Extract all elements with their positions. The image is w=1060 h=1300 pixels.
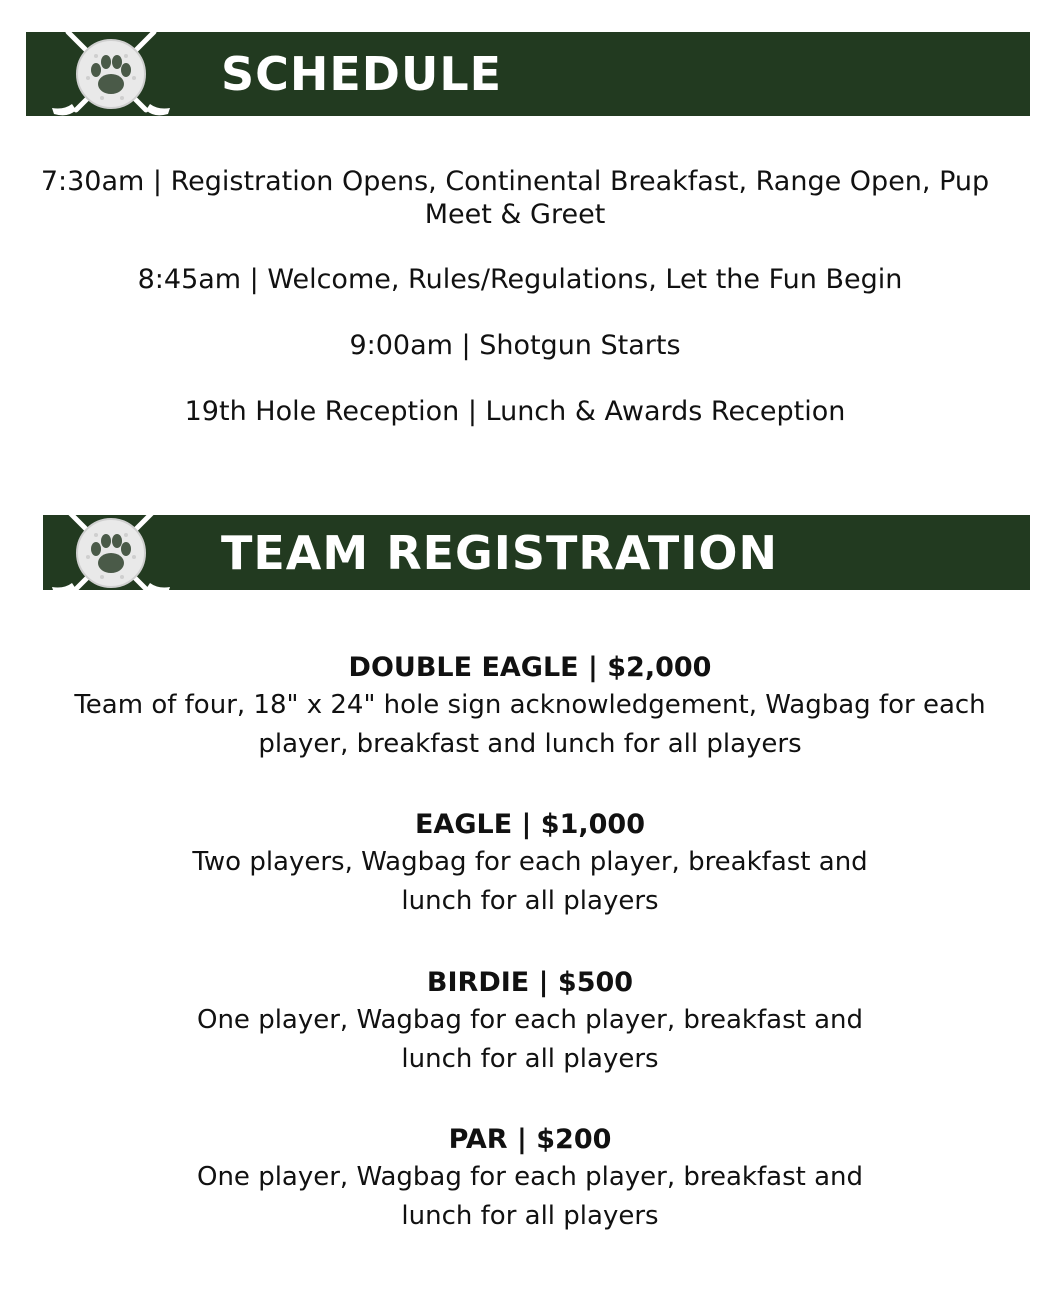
tier-description: One player, Wagbag for each player, breakfast and lunch for all players [196,1005,863,1074]
tier-title: PAR | $200 [448,1124,612,1155]
tier-description: One player, Wagbag for each player, breakfast and lunch for all players [196,1162,863,1231]
team-registration-banner [43,515,1030,590]
tier-birdie [40,965,1020,1079]
tier-eagle [40,807,1020,921]
team-registration-heading: TEAM REGISTRATION [221,525,778,580]
schedule-item: 9:00am | Shotgun Starts [349,330,681,361]
schedule-item: 7:30am | Registration Opens, Continental Breakfast, Range Open, Pup Meet & Greet [40,166,990,230]
golf-ball-paw-crossed-clubs-icon [46,28,176,118]
tier-title: EAGLE | $1,000 [414,809,645,840]
tier-par [40,1122,1020,1236]
tier-description: Two players, Wagbag for each player, breakfast and lunch for all players [192,847,868,916]
tier-double-eagle [40,650,1020,764]
tier-title: BIRDIE | $500 [426,967,634,998]
schedule-item: 8:45am | Welcome, Rules/Regulations, Let the Fun Begin [137,264,903,295]
schedule-item: 19th Hole Reception | Lunch & Awards Reception [184,396,846,427]
schedule-heading: SCHEDULE [221,47,503,101]
schedule-banner [26,32,1030,116]
tier-description: Team of four, 18" x 24" hole sign acknowledgement, Wagbag for each player, breakfast and lunch for all players [74,690,986,759]
golf-ball-paw-crossed-clubs-icon [46,507,176,597]
tier-title: DOUBLE EAGLE | $2,000 [348,652,712,683]
